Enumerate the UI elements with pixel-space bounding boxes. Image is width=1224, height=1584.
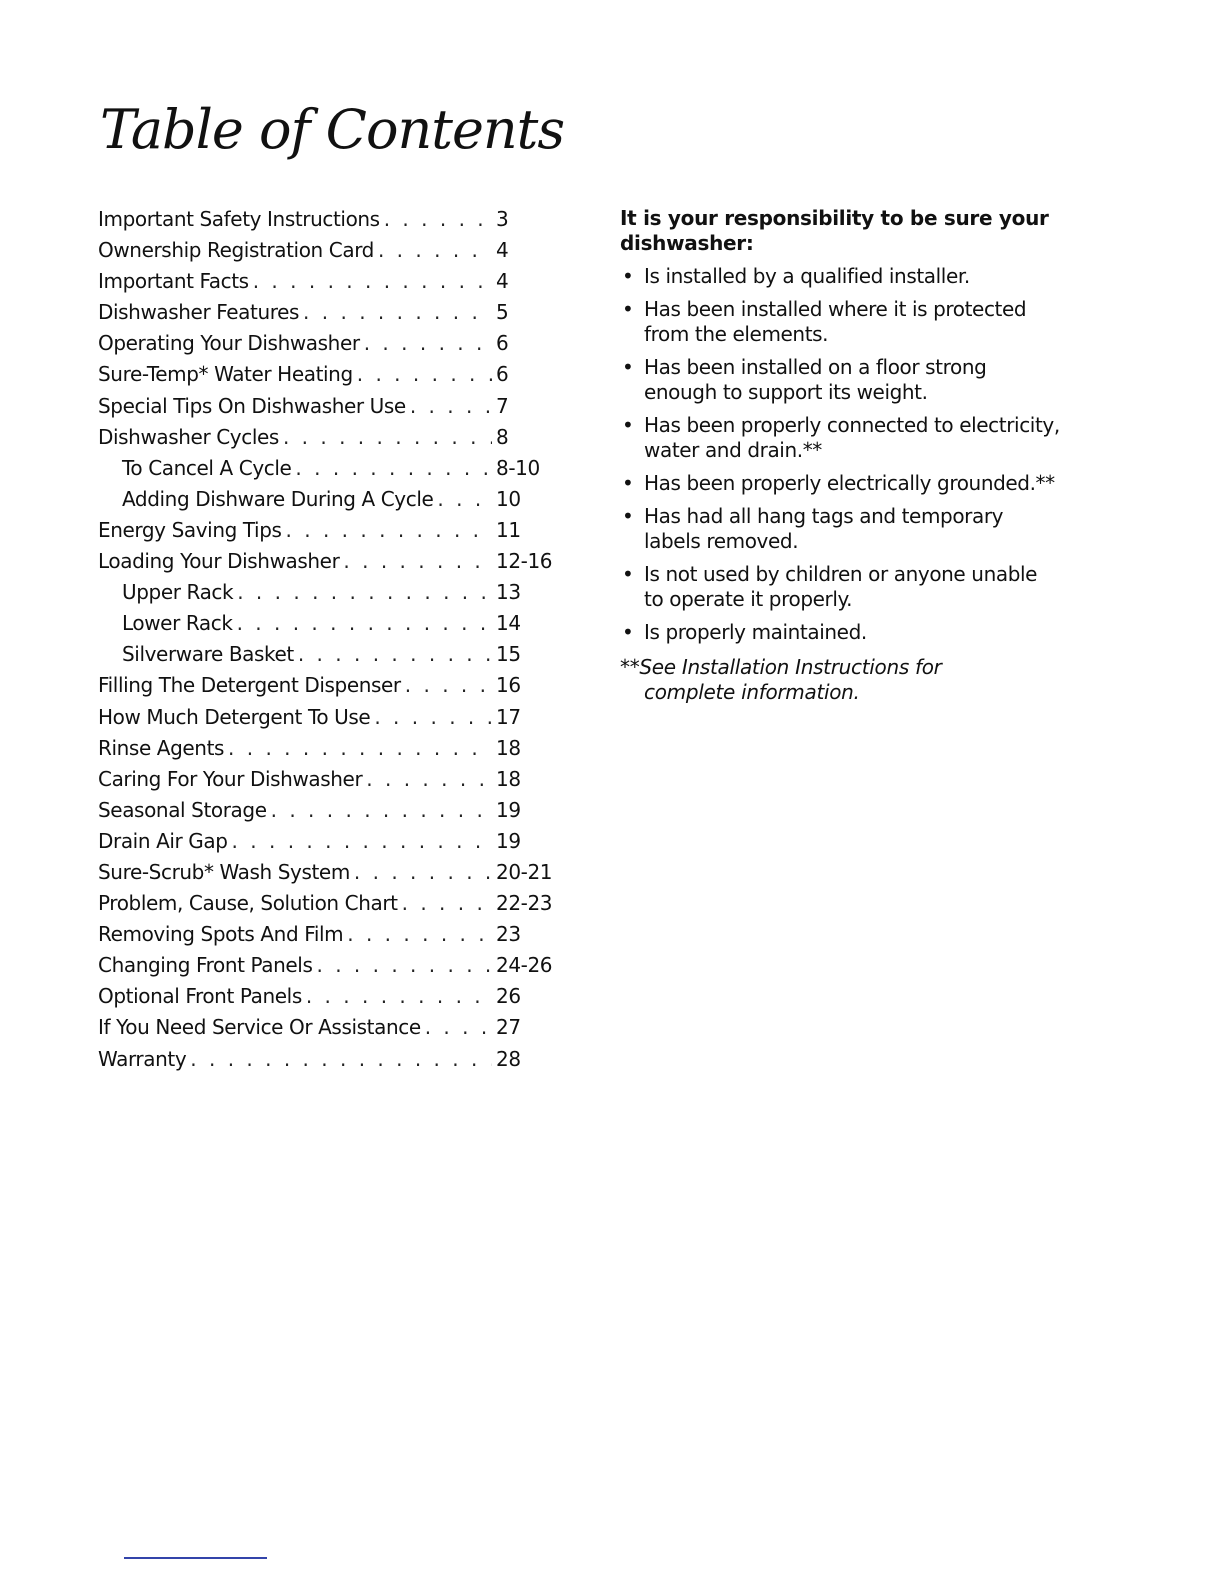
toc-entry-label: Operating Your Dishwasher <box>98 331 360 356</box>
toc-leader-dots <box>366 767 492 791</box>
list-item <box>620 355 1060 405</box>
toc-entry-label: Upper Rack <box>122 580 234 605</box>
toc-entry-page: 12-16 <box>496 549 553 574</box>
toc-entry-label: Energy Saving Tips <box>98 517 282 542</box>
list-item <box>620 562 1060 612</box>
toc-leader-dots <box>343 549 492 573</box>
page-title: Table of Contents <box>100 98 565 161</box>
toc-entry-page: 18 <box>496 766 521 791</box>
toc-entry-label: Ownership Registration Card <box>98 238 374 263</box>
toc-entry <box>98 549 558 580</box>
toc-entry-page: 17 <box>496 704 521 729</box>
toc-entry-page: 19 <box>496 828 521 853</box>
list-item <box>620 264 1060 289</box>
toc-entry <box>98 860 558 891</box>
toc-entry-label: Changing Front Panels <box>98 953 313 978</box>
toc-leader-dots <box>298 642 492 666</box>
toc-entry-page: 27 <box>496 1015 521 1040</box>
bullet-icon: • <box>622 471 634 495</box>
toc-entry <box>98 829 558 860</box>
toc-entry <box>98 1047 558 1078</box>
toc-leader-dots <box>374 705 492 729</box>
toc-entry <box>98 394 558 425</box>
toc-entry-page: 7 <box>496 393 509 418</box>
toc-entry <box>98 891 558 922</box>
bullet-icon: • <box>622 355 634 379</box>
toc-leader-dots <box>295 456 492 480</box>
toc-leader-dots <box>306 984 492 1008</box>
toc-entry <box>98 1015 558 1046</box>
list-item <box>620 413 1060 463</box>
toc-leader-dots <box>402 891 492 915</box>
toc-entry-label: Optional Front Panels <box>98 984 302 1009</box>
toc-entry-page: 6 <box>496 362 509 387</box>
toc-entry-label: Sure-Scrub* Wash System <box>98 859 350 884</box>
toc-entry-label: Warranty <box>98 1046 187 1071</box>
list-item-text: Has been properly connected to electricity, water and drain.** <box>644 413 1060 462</box>
toc-entry <box>98 518 558 549</box>
toc-leader-dots <box>384 207 492 231</box>
toc-entry-label: Important Facts <box>98 269 249 294</box>
toc-entry-label: If You Need Service Or Assistance <box>98 1015 421 1040</box>
toc-entry <box>98 300 558 331</box>
toc-leader-dots <box>253 269 492 293</box>
list-item <box>620 504 1060 554</box>
toc-entry-label: Filling The Detergent Dispenser <box>98 673 401 698</box>
bullet-icon: • <box>622 413 634 437</box>
installation-note-line1: **See Installation Instructions for <box>620 655 942 679</box>
toc-entry <box>98 673 558 704</box>
toc-leader-dots <box>228 736 492 760</box>
table-of-contents <box>98 207 558 1078</box>
toc-entry-label: How Much Detergent To Use <box>98 704 371 729</box>
toc-leader-dots <box>410 394 492 418</box>
bullet-icon: • <box>622 504 634 528</box>
toc-entry <box>98 736 558 767</box>
list-item-text: Is properly maintained. <box>644 620 867 644</box>
installation-note-line2: complete information. <box>644 680 860 704</box>
toc-entry-label: Seasonal Storage <box>98 797 267 822</box>
toc-entry-page: 15 <box>496 642 521 667</box>
toc-entry-label: Silverware Basket <box>122 642 294 667</box>
toc-subentry <box>98 487 558 518</box>
bullet-icon: • <box>622 264 634 288</box>
toc-entry-page: 5 <box>496 300 509 325</box>
toc-entry <box>98 238 558 269</box>
toc-entry-page: 11 <box>496 517 521 542</box>
toc-entry-page: 8 <box>496 424 509 449</box>
toc-entry-label: Dishwasher Features <box>98 300 300 325</box>
installation-note <box>620 655 1060 705</box>
list-item-text: Is installed by a qualified installer. <box>644 264 970 288</box>
toc-subentry <box>98 642 558 673</box>
toc-entry-label: Rinse Agents <box>98 735 225 760</box>
toc-entry-page: 6 <box>496 331 509 356</box>
toc-subentry <box>98 580 558 611</box>
toc-entry-label: Dishwasher Cycles <box>98 424 279 449</box>
toc-entry-page: 8-10 <box>496 455 540 480</box>
toc-leader-dots <box>232 829 492 853</box>
toc-leader-dots <box>357 362 492 386</box>
toc-entry <box>98 953 558 984</box>
toc-leader-dots <box>354 860 492 884</box>
list-item-text: Has had all hang tags and temporary labels removed. <box>644 504 1004 553</box>
toc-entry-page: 4 <box>496 269 509 294</box>
toc-leader-dots <box>303 300 492 324</box>
bullet-icon: • <box>622 297 634 321</box>
toc-entry <box>98 798 558 829</box>
toc-leader-dots <box>405 673 492 697</box>
toc-entry-page: 16 <box>496 673 521 698</box>
toc-entry-page: 23 <box>496 922 521 947</box>
toc-entry-page: 28 <box>496 1046 521 1071</box>
toc-leader-dots <box>425 1015 492 1039</box>
toc-entry-page: 26 <box>496 984 521 1009</box>
toc-leader-dots <box>271 798 492 822</box>
toc-entry <box>98 362 558 393</box>
toc-entry-label: Adding Dishware During A Cycle <box>122 486 434 511</box>
list-item-text: Is not used by children or anyone unable to operate it properly. <box>644 562 1038 611</box>
toc-entry-page: 10 <box>496 486 521 511</box>
toc-entry <box>98 767 558 798</box>
toc-entry-label: Special Tips On Dishwasher Use <box>98 393 406 418</box>
toc-entry <box>98 269 558 300</box>
list-item-text: Has been installed on a floor strong enough to support its weight. <box>644 355 987 404</box>
toc-entry-page: 24-26 <box>496 953 553 978</box>
toc-leader-dots <box>364 331 492 355</box>
list-item <box>620 620 1060 645</box>
toc-leader-dots <box>237 580 492 604</box>
responsibility-heading: It is your responsibility to be sure your dishwasher: <box>620 206 1049 255</box>
toc-entry-page: 22-23 <box>496 891 553 916</box>
toc-leader-dots <box>190 1047 492 1071</box>
toc-entry-page: 13 <box>496 580 521 605</box>
toc-entry-label: Removing Spots And Film <box>98 922 344 947</box>
toc-entry-page: 19 <box>496 797 521 822</box>
toc-entry-label: Sure-Temp* Water Heating <box>98 362 353 387</box>
toc-entry-label: Lower Rack <box>122 611 233 636</box>
toc-entry-page: 20-21 <box>496 859 553 884</box>
toc-entry-page: 4 <box>496 238 509 263</box>
toc-entry-label: To Cancel A Cycle <box>122 455 292 480</box>
bottom-divider <box>124 1557 267 1559</box>
toc-leader-dots <box>347 922 492 946</box>
toc-entry-label: Caring For Your Dishwasher <box>98 766 363 791</box>
toc-entry <box>98 922 558 953</box>
bullet-icon: • <box>622 620 634 644</box>
toc-entry-label: Loading Your Dishwasher <box>98 549 340 574</box>
bullet-icon: • <box>622 562 634 586</box>
toc-subentry <box>98 611 558 642</box>
toc-leader-dots <box>286 518 492 542</box>
toc-entry <box>98 207 558 238</box>
toc-leader-dots <box>378 238 492 262</box>
toc-entry-label: Important Safety Instructions <box>98 207 380 231</box>
list-item-text: Has been properly electrically grounded.** <box>644 471 1055 495</box>
responsibility-section <box>620 206 1060 705</box>
toc-entry <box>98 984 558 1015</box>
list-item-text: Has been installed where it is protected from the elements. <box>644 297 1027 346</box>
list-item <box>620 471 1060 496</box>
toc-entry-label: Drain Air Gap <box>98 828 228 853</box>
toc-entry-label: Problem, Cause, Solution Chart <box>98 891 398 916</box>
toc-entry-page: 18 <box>496 735 521 760</box>
toc-leader-dots <box>283 425 492 449</box>
toc-leader-dots <box>316 953 492 977</box>
responsibility-list <box>620 264 1060 645</box>
toc-subentry <box>98 456 558 487</box>
toc-entry-page: 3 <box>496 207 509 231</box>
list-item <box>620 297 1060 347</box>
toc-entry-page: 14 <box>496 611 521 636</box>
toc-entry <box>98 331 558 362</box>
toc-entry <box>98 425 558 456</box>
toc-leader-dots <box>237 611 492 635</box>
toc-entry <box>98 705 558 736</box>
toc-leader-dots <box>437 487 492 511</box>
